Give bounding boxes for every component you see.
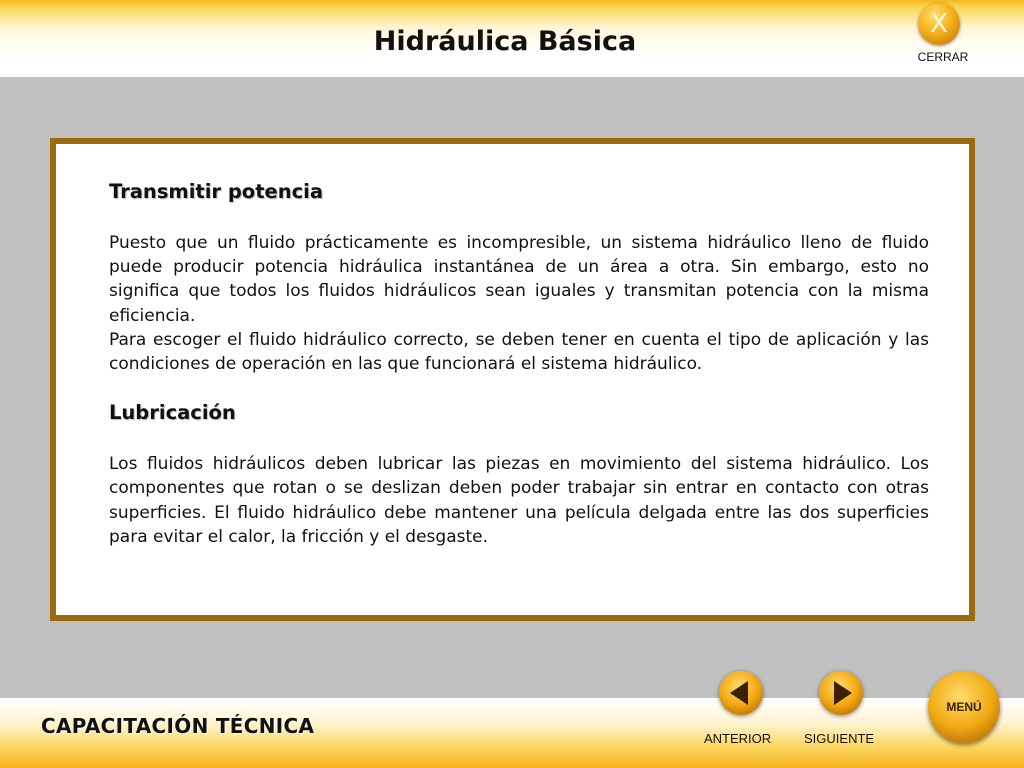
close-button[interactable]	[918, 3, 960, 45]
menu-button[interactable]	[928, 671, 1000, 743]
content-text	[109, 179, 929, 549]
brand-label: CAPACITACIÓN TÉCNICA	[41, 714, 315, 738]
previous-label: ANTERIOR	[704, 731, 772, 746]
content-panel	[50, 138, 975, 621]
page-title: Hidráulica Básica	[373, 26, 637, 57]
next-button[interactable]	[819, 671, 863, 715]
section-heading-transmitir: Transmitir potencia	[109, 180, 324, 203]
previous-button[interactable]	[719, 671, 763, 715]
menu-label: MENÚ	[946, 700, 982, 714]
close-label: CERRAR	[917, 50, 969, 64]
arrow-right-icon	[834, 681, 852, 705]
section-paragraph: Los fluidos hidráulicos deben lubricar las piezas en movimiento del sistema hidráulico. Los componentes que rotan o se deslizan deben poder trabajar sin entrar en contacto con otras superficies. El fluido hidráulico debe mantener una película delgada entre las dos superficies para evitar el calor, la fricción y el desgaste.	[109, 454, 929, 547]
close-x-icon: X	[930, 9, 948, 39]
arrow-left-icon	[730, 681, 748, 705]
section-heading-lubricacion: Lubricación	[109, 401, 236, 425]
section-paragraph: Puesto que un fluido prácticamente es incompresible, un sistema hidráulico lleno de fluido puede producir potencia hidráulica instantánea de un área a otra. Sin embargo, esto no significa que todos los fluidos hidráulicos sean iguales y transmitan potencia con la misma eficiencia.	[109, 233, 929, 326]
next-label: SIGUIENTE	[804, 731, 875, 746]
section-paragraph: Para escoger el fluido hidráulico correcto, se deben tener en cuenta el tipo de aplicación y las condiciones de operación en las que funcionará el sistema hidráulico.	[109, 329, 929, 375]
